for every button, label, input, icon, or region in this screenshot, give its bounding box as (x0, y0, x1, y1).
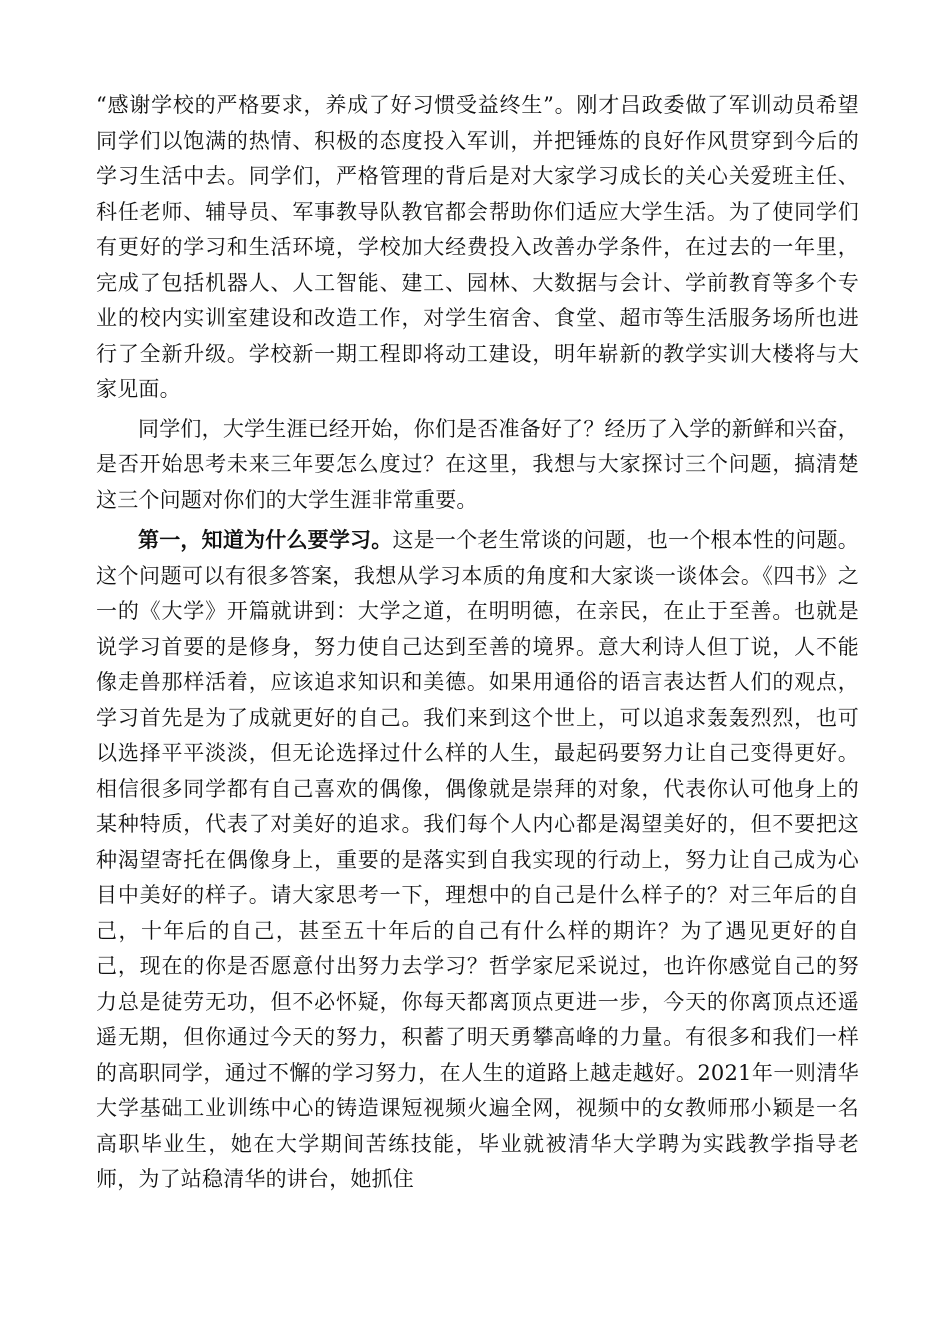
paragraph-1 (96, 88, 859, 408)
paragraph-2-text: 同学们，大学生涯已经开始，你们是否准备好了？经历了入学的新鲜和兴奋，是否开始思考未来三年要怎么度过？在这里，我想与大家探讨三个问题，搞清楚这三个问题对你们的大学生涯非常重要。 (96, 416, 859, 512)
paragraph-3 (96, 522, 859, 1198)
paragraph-2 (96, 412, 859, 519)
paragraph-3-lead: 第一，知道为什么要学习。 (138, 527, 393, 552)
paragraph-3-text: 这是一个老生常谈的问题，也一个根本性的问题。这个问题可以有很多答案，我想从学习本质的角度和大家谈一谈体会。《四书》之一的《大学》开篇就讲到：大学之道，在明明德，在亲民，在止于至善。也就是说学习首要的是修身，努力使自己达到至善的境界。意大利诗人但丁说，人不能像走兽那样活着，应该追求知识和美德。如果用通俗的语言表达哲人们的观点，学习首先是为了成就更好的自己。我们来到这个世上，可以追求轰轰烈烈，也可以选择平平淡淡，但无论选择过什么样的人生，最起码要努力让自己变得更好。相信很多同学都有自己喜欢的偶像，偶像就是崇拜的对象，代表你认可他身上的某种特质，代表了对美好的追求。我们每个人内心都是渴望美好的，但不要把这种渴望寄托在偶像身上，重要的是落实到自我实现的行动上，努力让自己成为心目中美好的样子。请大家思考一下，理想中的自己是什么样子的？对三年后的自己，十年后的自己，甚至五十年后的自己有什么样的期许？为了遇见更好的自己，现在的你是否愿意付出努力去学习？哲学家尼采说过，也许你感觉自己的努力总是徒劳无功，但不必怀疑，你每天都离顶点更进一步，今天的你离顶点还遥遥无期，但你通过今天的努力，积蓄了明天勇攀高峰的力量。有很多和我们一样的高职同学，通过不懈的学习努力，在人生的道路上越走越好。2021年一则清华大学基础工业训练中心的铸造课短视频火遍全网，视频中的女教师邢小颖是一名高职毕业生，她在大学期间苦练技能，毕业就被清华大学聘为实践教学指导老师，为了站稳清华的讲台，她抓住 (96, 528, 859, 1191)
document-page (96, 88, 859, 1198)
paragraph-1-text: “感谢学校的严格要求，养成了好习惯受益终生”。刚才吕政委做了军训动员希望同学们以饱满的热情、积极的态度投入军训，并把锤炼的良好作风贯穿到今后的学习生活中去。同学们，严格管理的背后是对大家学习成长的关心关爱班主任、科任老师、辅导员、军事教导队教官都会帮助你们适应大学生活。为了使同学们有更好的学习和生活环境，学校加大经费投入改善办学条件，在过去的一年里，完成了包括机器人、人工智能、建工、园林、大数据与会计、学前教育等多个专业的校内实训室建设和改造工作，对学生宿舍、食堂、超市等生活服务场所也进行了全新升级。学校新一期工程即将动工建设，明年崭新的教学实训大楼将与大家见面。 (96, 93, 859, 401)
